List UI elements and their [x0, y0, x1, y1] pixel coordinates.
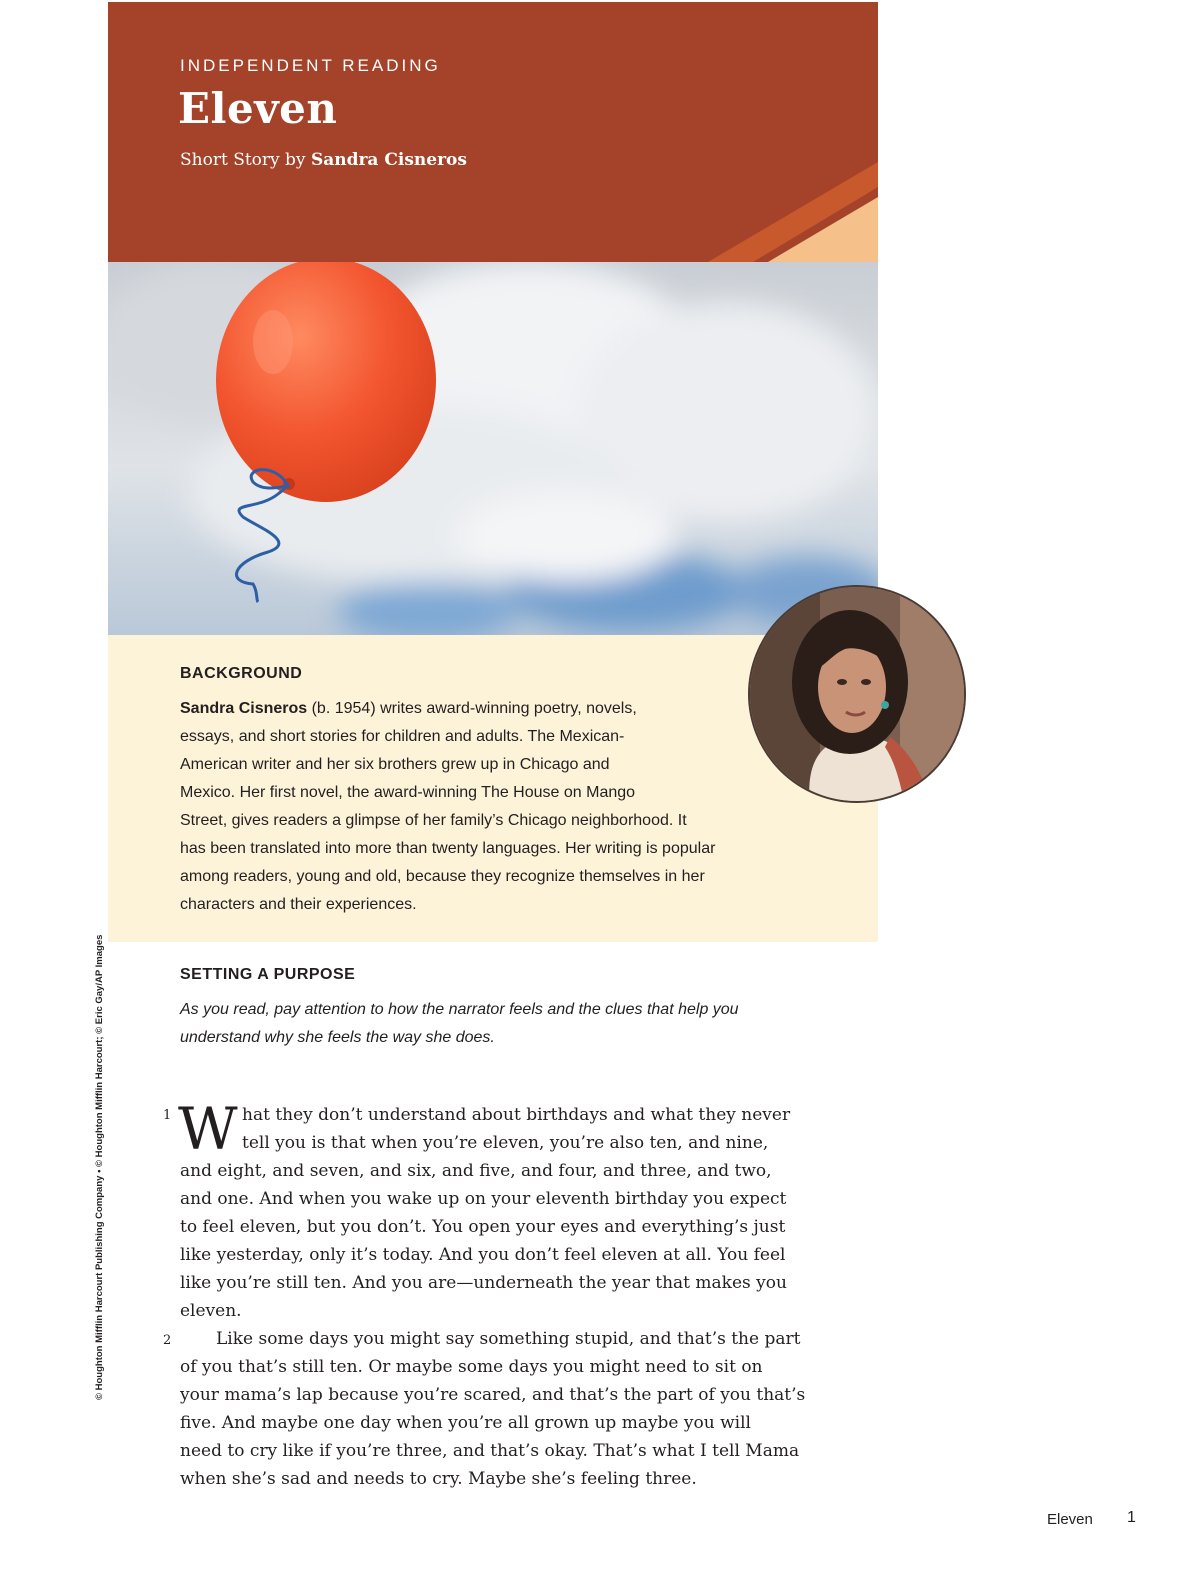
background-heading: BACKGROUND — [180, 665, 303, 682]
purpose-heading: SETTING A PURPOSE — [180, 966, 356, 983]
story-line: Like some days you might say something stupid, and that’s the part — [216, 1329, 801, 1349]
story-line: like yesterday, only it’s today. And you don’t feel eleven at all. You feel — [180, 1245, 786, 1265]
background-line: characters and their experiences. — [180, 896, 417, 913]
story-line: five. And maybe one day when you’re all grown up maybe you will — [180, 1413, 751, 1433]
page-number: 1 — [1127, 1509, 1136, 1526]
purpose-line: As you read, pay attention to how the narrator feels and the clues that help you — [180, 1001, 739, 1018]
story-line: when she’s sad and needs to cry. Maybe she’s feeling three. — [180, 1469, 697, 1489]
background-line: essays, and short stories for children and adults. The Mexican- — [180, 728, 625, 745]
paragraph-number: 2 — [163, 1333, 172, 1348]
title-banner — [108, 2, 878, 262]
background-line: among readers, young and old, because they recognize themselves in her — [180, 868, 705, 885]
author-portrait-photo — [748, 585, 966, 803]
story-line: to feel eleven, but you don’t. You open your eyes and everything’s just — [180, 1217, 786, 1237]
photo-credit: © Houghton Mifflin Harcourt Publishing Company • © Houghton Mifflin Harcourt; © Eric Gay/AP Images — [94, 934, 105, 1400]
story-line: like you’re still ten. And you are—underneath the year that makes you — [180, 1273, 787, 1293]
background-line: Street, gives readers a glimpse of her family’s Chicago neighborhood. It — [180, 812, 687, 829]
red-balloon-sky-photo — [108, 262, 878, 635]
story-line: and eight, and seven, and six, and five, and four, and three, and two, — [180, 1161, 772, 1181]
background-line: Mexico. Her first novel, the award-winning The House on Mango — [180, 784, 636, 801]
byline — [180, 150, 467, 170]
story-line: of you that’s still ten. Or maybe some days you might need to sit on — [180, 1357, 763, 1377]
background-line: Sandra Cisneros (b. 1954) writes award-winning poetry, novels, — [180, 700, 637, 717]
story-line: your mama’s lap because you’re scared, and that’s the part of you that’s — [180, 1385, 806, 1405]
byline-author: Sandra Cisneros — [310, 150, 467, 170]
purpose-line: understand why she feels the way she does. — [180, 1029, 495, 1046]
story-line: hat they don’t understand about birthdays and what they never — [242, 1105, 791, 1125]
section-kicker: INDEPENDENT READING — [180, 56, 441, 75]
paragraph-number: 1 — [163, 1108, 172, 1123]
footer-title: Eleven — [1047, 1511, 1093, 1528]
story-line: and one. And when you wake up on your eleventh birthday you expect — [180, 1189, 787, 1209]
background-line: American writer and her six brothers grew up in Chicago and — [180, 756, 610, 773]
page-title: Eleven — [178, 84, 338, 133]
background-line: has been translated into more than twenty languages. Her writing is popular — [180, 840, 716, 857]
story-line: eleven. — [180, 1301, 242, 1321]
byline-prefix: Short Story by — [180, 150, 311, 170]
background-author: Sandra Cisneros — [180, 700, 308, 717]
drop-cap: W — [178, 1095, 238, 1163]
story-line: tell you is that when you’re eleven, you’re also ten, and nine, — [242, 1133, 769, 1153]
story-line: need to cry like if you’re three, and that’s okay. That’s what I tell Mama — [180, 1441, 800, 1461]
